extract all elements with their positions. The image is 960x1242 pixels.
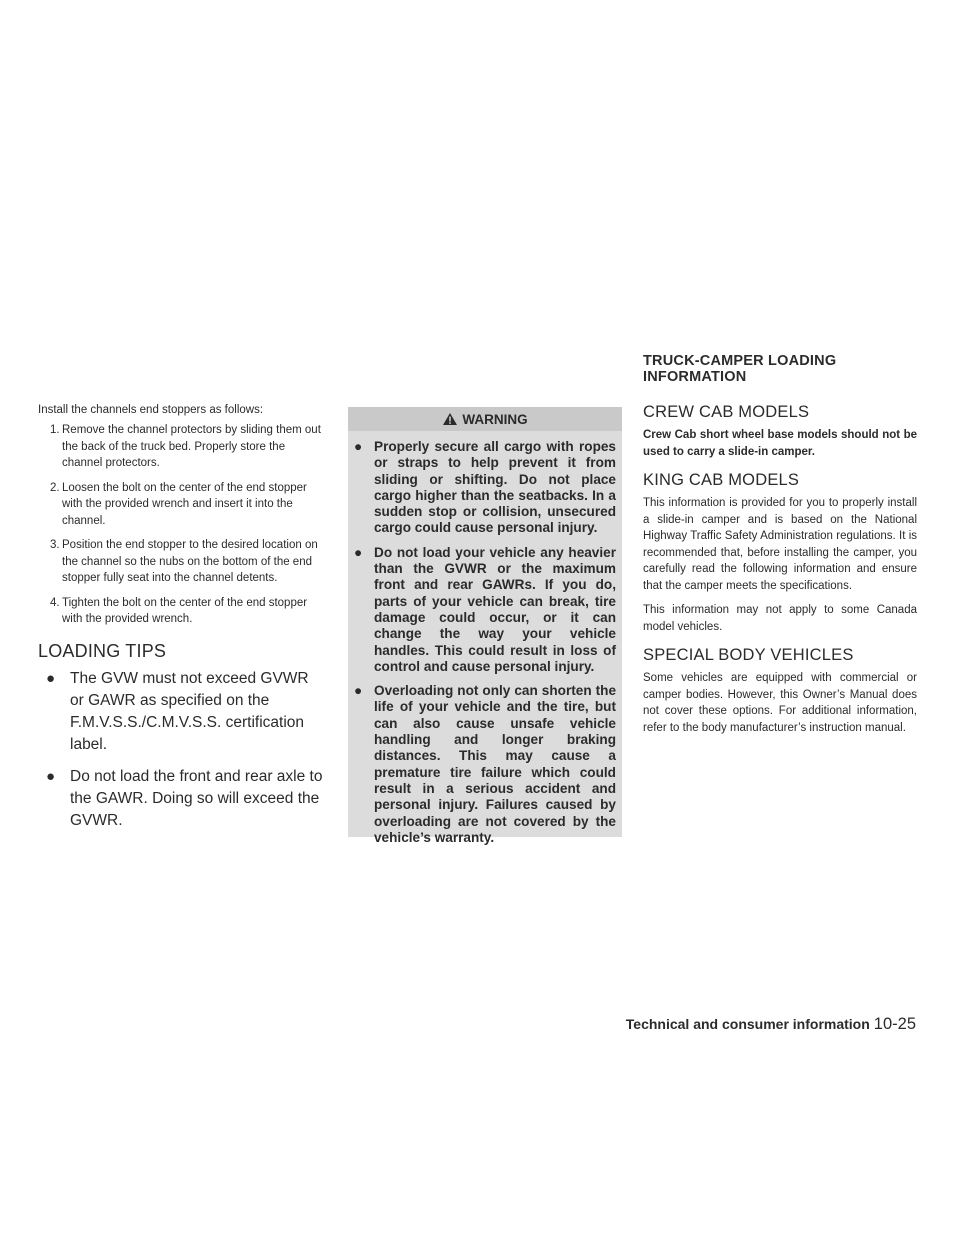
bullet-icon: ● xyxy=(46,767,56,785)
chapter-title: Technical and consumer information xyxy=(625,1016,870,1032)
loading-tips-list xyxy=(38,668,326,832)
page-number: 10-25 xyxy=(873,1015,916,1033)
section-title: TRUCK-CAMPER LOADING INFORMATION xyxy=(643,353,837,385)
warning-triangle-icon xyxy=(442,412,458,426)
list-item: 2. Loosen the bolt on the center of the end stopper with the provided wrench and insert it into the channel. xyxy=(50,481,307,527)
warning-title: WARNING xyxy=(462,411,528,427)
bullet-icon: ● xyxy=(354,439,363,454)
list-item: 1. Remove the channel protectors by sliding them out the back of the truck bed. Properly store the channel protectors. xyxy=(50,424,321,469)
list-item: ● The GVW must not exceed GVWR or GAWR as specified on the F.M.V.S.S./C.M.V.S.S. certification label. xyxy=(46,669,309,753)
list-item: ● Do not load the front and rear axle to the GAWR. Doing so will exceed the GVWR. xyxy=(46,767,323,829)
special-body-heading: SPECIAL BODY VEHICLES xyxy=(643,646,854,664)
warning-header xyxy=(348,407,622,431)
bullet-icon: ● xyxy=(46,669,56,687)
list-item: ● Overloading not only can shorten the life of your vehicle and the tire, but can also cause unsafe vehicle handling and longer braking distances. This may cause a premature tire failure which could result in a serious accident and personal injury. Failures caused by overloading are not covered by the vehicle’s warranty. xyxy=(354,683,616,845)
intro-text: Install the channels end stoppers as follows: xyxy=(38,404,264,416)
king-cab-paragraph-1: This information is provided for you to properly install a slide-in camper and is based on the National Highway Traffic Safety Administration regulations. It is recommended that, before installing the camper, you carefully read the following information and ensure that the camper meets the specifications. xyxy=(643,497,917,592)
list-item: ● Properly secure all cargo with ropes or straps to help prevent it from sliding or shifting. Do not place cargo higher than the seatbacks. In a sudden stop or collision, unsecured cargo could cause personal injury. xyxy=(354,439,616,536)
install-steps xyxy=(38,422,326,628)
bullet-icon: ● xyxy=(354,683,363,699)
bullet-icon: ● xyxy=(354,544,363,560)
right-column xyxy=(643,402,917,744)
list-item: 3. Position the end stopper to the desired location on the channel so the nubs on the bottom of the end stopper fully seat into the channel detents. xyxy=(50,539,318,584)
list-item: 4. Tighten the bolt on the center of the end stopper with the provided wrench. xyxy=(50,596,308,625)
crew-cab-text: Crew Cab short wheel base models should not be used to carry a slide-in camper. xyxy=(643,429,917,458)
king-cab-heading: KING CAB MODELS xyxy=(643,471,800,489)
warning-box xyxy=(348,407,622,845)
loading-tips-heading: LOADING TIPS xyxy=(38,640,167,661)
king-cab-paragraph-2: This information may not apply to some Canada model vehicles. xyxy=(643,604,917,633)
warning-list xyxy=(348,431,622,846)
special-body-text: Some vehicles are equipped with commercial or camper bodies. However, this Owner’s Manual does not cover these options. For additional information, refer to the body manufacturer’s instruction manual. xyxy=(643,672,917,734)
left-column xyxy=(38,402,326,842)
list-item: ● Do not load your vehicle any heavier than the GVWR or the maximum front and rear GAWRs. If you do, parts of your vehicle can break, tire damage could occur, or it can change the way your vehicle handles. This could result in loss of control and cause personal injury. xyxy=(354,544,616,674)
crew-cab-heading: CREW CAB MODELS xyxy=(643,403,810,421)
page-footer xyxy=(626,1015,916,1034)
